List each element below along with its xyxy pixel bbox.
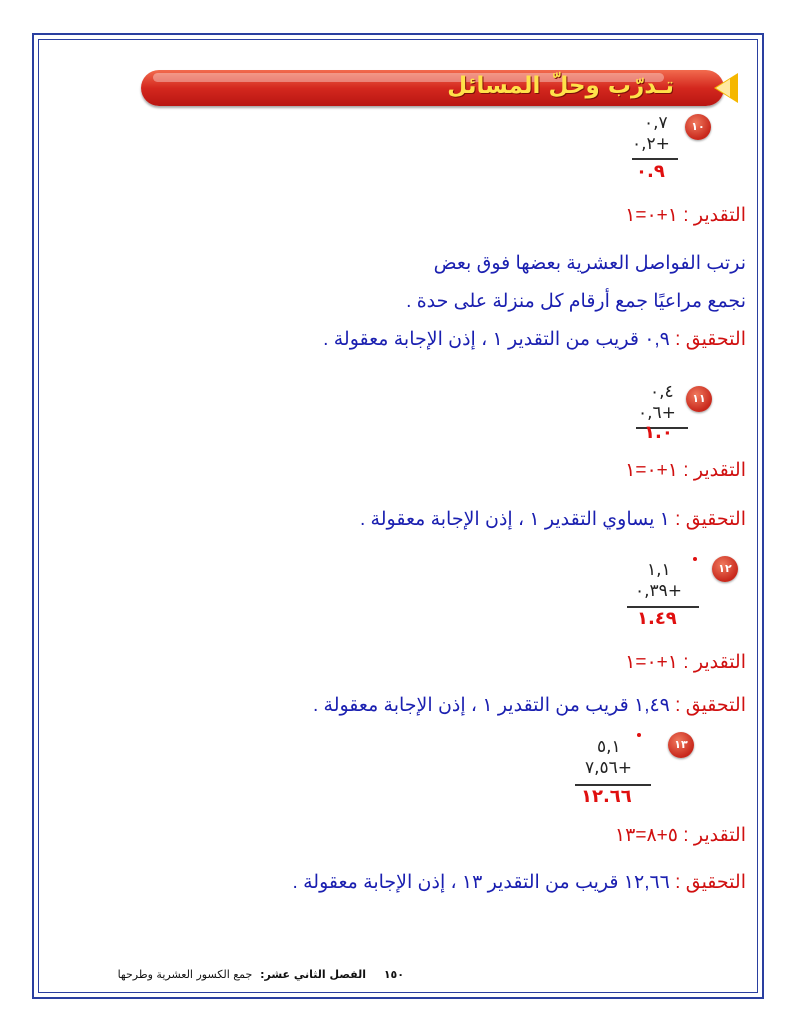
sum-result: ١.٤٩ xyxy=(637,608,677,629)
check-label: التحقيق : xyxy=(675,872,746,893)
exercise-number-12: ١٢ xyxy=(712,556,738,582)
addend-bottom: ٠,٦+ xyxy=(638,403,676,423)
sum-result: ٠.٩ xyxy=(636,161,665,182)
estimate-value: ١+٠=١ xyxy=(625,460,678,481)
estimate-value: ١+٠=١ xyxy=(625,205,678,226)
exercise-number-10: ١٠ xyxy=(685,114,711,140)
estimate-label: التقدير : xyxy=(683,205,746,226)
exercise-10-calculation xyxy=(630,113,700,183)
addend-top: ٠,٧ xyxy=(644,113,668,133)
addend-bottom: ٠,٣٩+ xyxy=(635,581,683,601)
sum-result: ١.٠ xyxy=(644,422,673,443)
banner-arrow-inner-icon xyxy=(716,79,730,97)
addend-top: ٥,١ xyxy=(597,737,621,757)
exercise-10-step-1: نرتب الفواصل العشرية بعضها فوق بعض xyxy=(433,253,746,274)
exercise-11-calculation xyxy=(634,382,704,444)
page xyxy=(38,39,758,993)
sum-result: ١٢.٦٦ xyxy=(581,786,632,807)
estimate-label: التقدير : xyxy=(683,652,746,673)
check-label: التحقيق : xyxy=(675,509,746,530)
exercise-13-check xyxy=(293,871,746,894)
section-banner xyxy=(141,70,724,106)
check-text: ١ يساوي التقدير ١ ، إذن الإجابة معقولة . xyxy=(360,509,670,530)
exercise-10-step-2: نجمع مراعيًا جمع أرقام كل منزلة على حدة . xyxy=(406,291,746,312)
sum-rule xyxy=(632,158,678,160)
addend-bottom: ٧,٥٦+ xyxy=(585,758,633,778)
carry-mark xyxy=(637,733,641,737)
exercise-number-13: ١٣ xyxy=(668,732,694,758)
exercise-12-calculation xyxy=(625,556,705,629)
exercise-13-calculation xyxy=(573,731,663,807)
exercise-10-check xyxy=(323,328,746,351)
addend-bottom: ٠,٢+ xyxy=(632,134,670,154)
check-text: ٠,٩ قريب من التقدير ١ ، إذن الإجابة معقولة . xyxy=(323,329,670,350)
exercise-12-estimate xyxy=(625,651,746,674)
check-label: التحقيق : xyxy=(675,329,746,350)
section-title: تـدرّب وحلّ المسائل xyxy=(447,73,674,99)
estimate-value: ٥+٨=١٣ xyxy=(614,825,678,846)
exercise-number-11: ١١ xyxy=(686,386,712,412)
addend-top: ٠,٤ xyxy=(650,382,674,402)
check-text: ١,٤٩ قريب من التقدير ١ ، إذن الإجابة معقولة . xyxy=(312,695,670,716)
check-text: ١٢,٦٦ قريب من التقدير ١٣ ، إذن الإجابة معقولة . xyxy=(292,872,670,893)
addend-top: ١,١ xyxy=(647,560,671,580)
footer-chapter-title: جمع الكسور العشرية وطرحها xyxy=(117,968,253,981)
page-number: ١٥٠ xyxy=(383,968,404,981)
exercise-12-check xyxy=(313,694,746,717)
exercise-13-estimate xyxy=(615,824,746,847)
check-label: التحقيق : xyxy=(675,695,746,716)
estimate-label: التقدير : xyxy=(683,825,746,846)
footer-chapter: الفصل الثاني عشر: xyxy=(260,968,366,981)
exercise-11-estimate xyxy=(625,459,746,482)
exercise-11-check xyxy=(360,508,746,531)
page-footer xyxy=(44,968,404,981)
estimate-value: ١+٠=١ xyxy=(625,652,678,673)
carry-mark xyxy=(693,557,697,561)
exercise-10-estimate xyxy=(625,204,746,227)
estimate-label: التقدير : xyxy=(683,460,746,481)
